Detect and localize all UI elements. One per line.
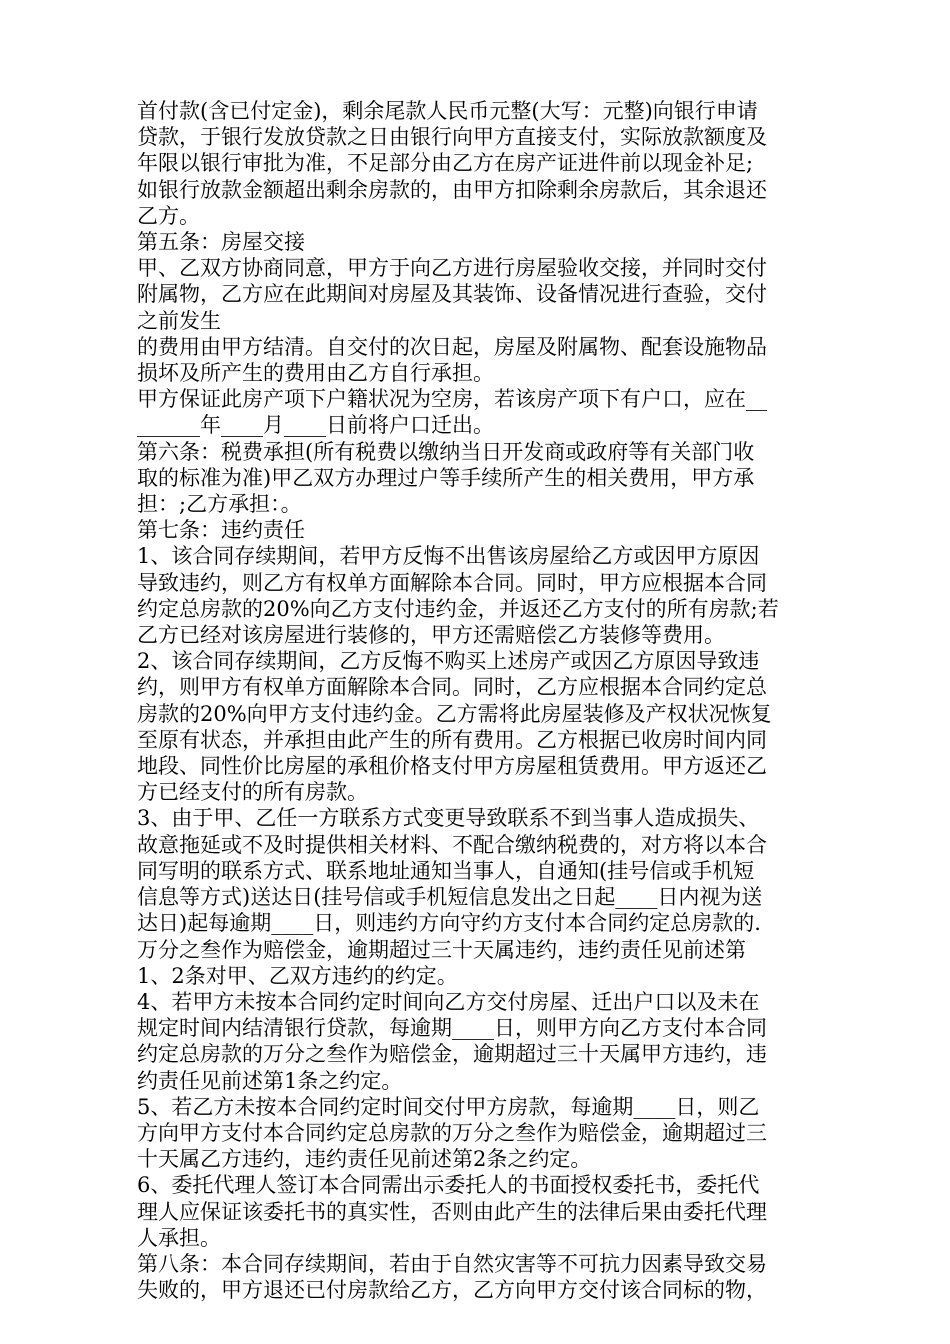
text-line: 乙方已经对该房屋进行装修的，甲方还需赔偿乙方装修等费用。 (137, 623, 725, 648)
text-line: 理人应保证该委托书的真实性，否则由此产生的法律后果由委托代理 (137, 1199, 767, 1224)
text-line: 乙方。 (137, 203, 200, 228)
text-line: 失败的，甲方退还已付房款给乙方，乙方向甲方交付该合同标的物， (137, 1278, 767, 1303)
text-line: 5、若乙方未按本合同约定时间交付甲方房款，每逾期____日，则乙 (137, 1094, 760, 1119)
text-line: 首付款(含已付定金)，剩余尾款人民币元整(大写：元整)向银行申请 (137, 99, 758, 123)
text-line: 人承担。 (137, 1225, 221, 1250)
text-line: 故意拖延或不及时提供相关材料、不配合缴纳税费的，对方将以本合 (137, 832, 767, 857)
text-line: 约，则甲方有权单方面解除本合同。同时，乙方应根据本合同约定总 (137, 675, 767, 700)
text-line: 甲、乙双方协商同意，甲方于向乙方进行房屋验收交接，并同时交付 (137, 256, 767, 281)
text-line: 规定时间内结清银行贷款，每逾期____日，则甲方向乙方支付本合同 (137, 1016, 767, 1041)
text-line: 附属物，乙方应在此期间对房屋及其装饰、设备情况进行查验，交付 (137, 282, 767, 307)
text-line: 损坏及所产生的费用由乙方自行承担。 (137, 361, 494, 386)
text-line: 第七条：违约责任 (137, 518, 305, 543)
text-line: 达日)起每逾期____日，则违约方向守约方支付本合同约定总房款的. (137, 911, 761, 936)
text-line: 第五条：房屋交接 (137, 230, 305, 255)
text-line: 至原有状态，并承担由此产生的所有费用。乙方根据已收房时间内同 (137, 727, 767, 752)
text-line: 6、委托代理人签订本合同需出示委托人的书面授权委托书，委托代 (137, 1173, 760, 1198)
text-line: 同写明的联系方式、联系地址通知当事人，自通知(挂号信或手机短 (137, 858, 755, 883)
text-line: 如银行放款金额超出剩余房款的，由甲方扣除剩余房款后，其余退还 (137, 177, 767, 202)
text-line: 担：;乙方承担：。 (137, 492, 302, 517)
text-line: 的费用由甲方结清。自交付的次日起，房屋及附属物、配套设施物品 (137, 334, 767, 359)
text-line: 1、该合同存续期间，若甲方反悔不出售该房屋给乙方或因甲方原因 (137, 544, 760, 569)
text-line: 地段、同性价比房屋的承租价格支付甲方房屋租赁费用。甲方返还乙 (137, 754, 767, 779)
text-line: 年限以银行审批为准，不足部分由乙方在房产证进件前以现金补足; (137, 151, 754, 176)
text-line: 第八条：本合同存续期间，若由于自然灾害等不可抗力因素导致交易 (137, 1251, 767, 1276)
text-line: 取的标准为准)甲乙双方办理过户等手续所产生的相关费用，甲方承 (137, 465, 755, 490)
text-line: 之前发生 (137, 308, 221, 333)
text-line: 信息等方式)送达日(挂号信或手机短信息发出之日起____日内视为送 (137, 885, 763, 910)
text-line: 约定总房款的20%向乙方支付违约金，并返还乙方支付的所有房款;若 (137, 596, 779, 621)
text-line: 万分之叁作为赔偿金，逾期超过三十天属违约，违约责任见前述第 (137, 937, 746, 962)
text-line: 十天属乙方违约，违约责任见前述第2条之约定。 (137, 1147, 592, 1172)
text-line: 方向甲方支付本合同约定总房款的万分之叁作为赔偿金，逾期超过三 (137, 1120, 767, 1145)
document-page (137, 98, 817, 1303)
text-line: 3、由于甲、乙任一方联系方式变更导致联系不到当事人造成损失、 (137, 806, 760, 831)
text-line: 房款的20%向甲方支付违约金。乙方需将此房屋装修及产权状况恢复 (137, 701, 772, 726)
text-line: 2、该合同存续期间，乙方反悔不购买上述房产或因乙方原因导致违 (137, 649, 760, 674)
text-line: 第六条：税费承担(所有税费以缴纳当日开发商或政府等有关部门收 (137, 439, 755, 464)
text-line: 贷款，于银行发放贷款之日由银行向甲方直接支付，实际放款额度及 (137, 125, 767, 150)
text-line: 方已经支付的所有房款。 (137, 780, 368, 805)
text-line: 约定总房款的万分之叁作为赔偿金，逾期超过三十天属甲方违约，违 (137, 1042, 767, 1067)
text-line: 4、若甲方未按本合同约定时间向乙方交付房屋、迁出户口以及未在 (137, 989, 760, 1014)
text-line: 约责任见前述第1条之约定。 (137, 1068, 403, 1093)
text-line: ______年____月____日前将户口迁出。 (137, 413, 494, 438)
text-line: 导致违约，则乙方有权单方面解除本合同。同时，甲方应根据本合同 (137, 570, 767, 595)
text-line: 1、2条对甲、乙双方违约的约定。 (137, 963, 458, 988)
text-line: 甲方保证此房产项下户籍状况为空房，若该房产项下有户口，应在__ (137, 387, 767, 412)
